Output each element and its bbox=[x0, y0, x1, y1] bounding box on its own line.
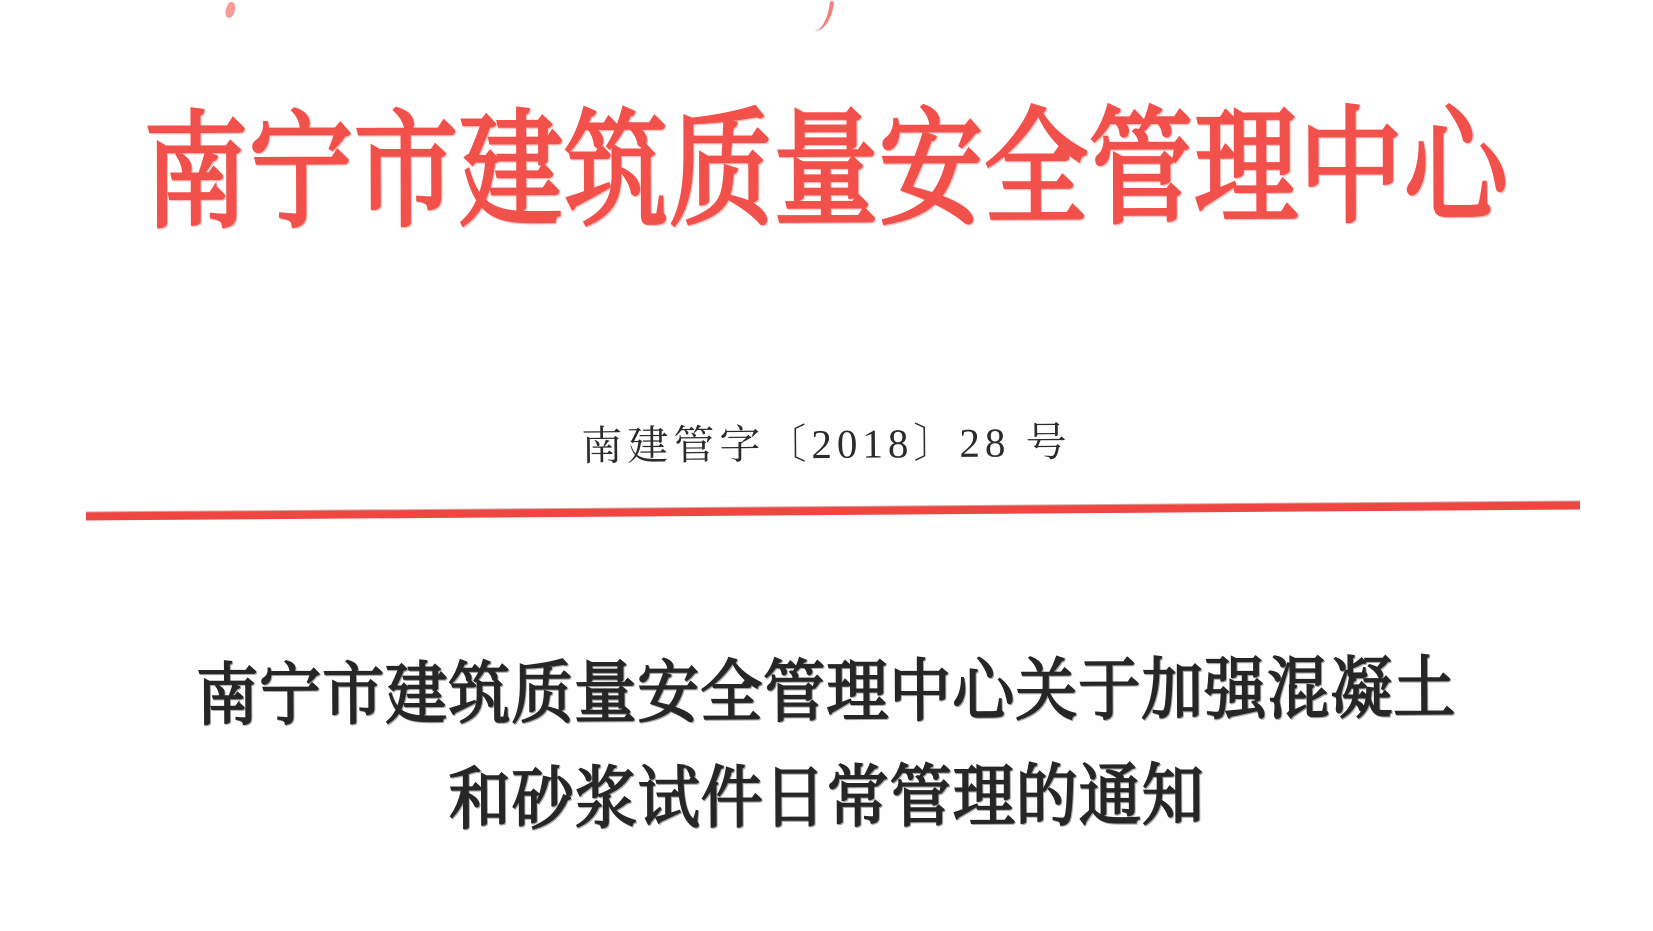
letterhead-title: 南宁市建筑质量安全管理中心 bbox=[143, 98, 1510, 245]
notice-title bbox=[0, 636, 1653, 857]
scan-artifact bbox=[224, 1, 238, 19]
scan-artifact bbox=[810, 0, 834, 33]
notice-title-line-2: 和砂浆试件日常管理的通知 bbox=[448, 759, 1205, 839]
document-number: 南建管字〔2018〕28 号 bbox=[581, 418, 1072, 470]
red-separator-line bbox=[86, 502, 1580, 521]
notice-title-line-1: 南宁市建筑质量安全管理中心关于加强混凝土 bbox=[196, 652, 1457, 735]
